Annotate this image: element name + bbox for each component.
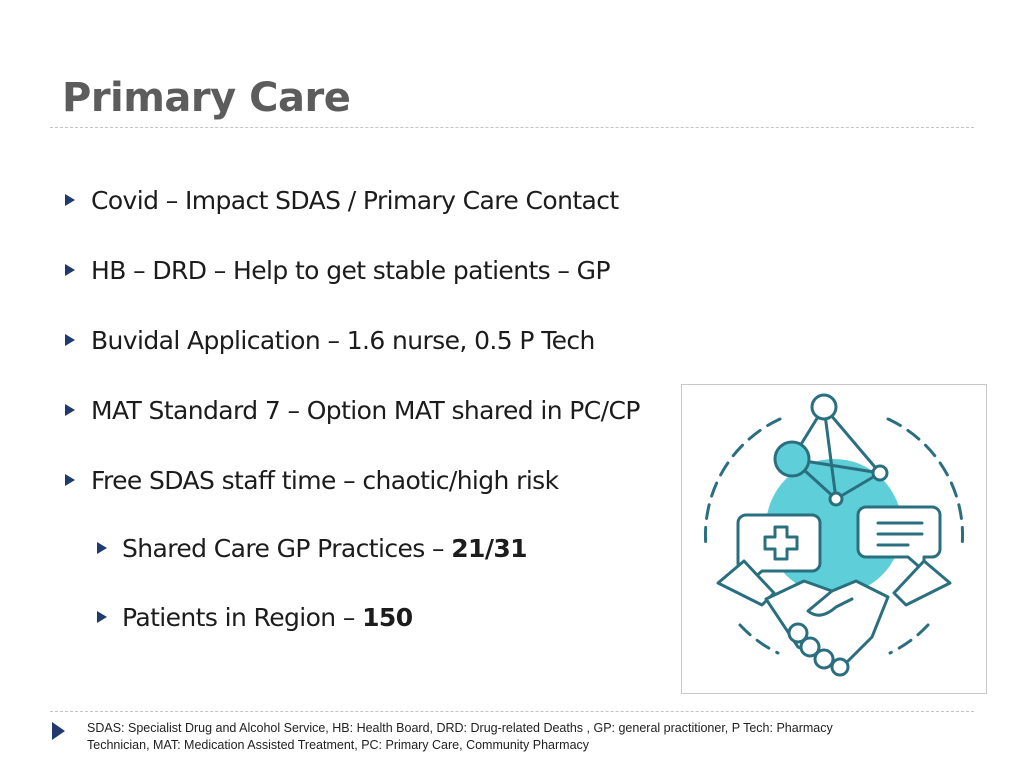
footnote-text: SDAS: Specialist Drug and Alcohol Service, HB: Health Board, DRD: Drug-related Deaths , GP: general practitioner, P Tech: Pharmacy Technician, MAT: Medication Assisted Treatment, PC: Primary Care, Community Pharmacy [87,721,833,752]
bullet-item [65,393,640,427]
title-divider [50,127,974,128]
sub-bullet-value: 21/31 [451,533,527,563]
dashed-ring-bottom-right [890,625,928,653]
bullet-item [65,183,619,217]
sub-bullet-value: 150 [362,602,413,632]
footer-divider [50,711,974,712]
bullet-arrow-icon [65,474,75,486]
sub-bullet-item [97,531,527,565]
network-node [873,466,887,480]
network-node [812,395,836,419]
slide-title: Primary Care [62,75,351,121]
bullet-text: HB – DRD – Help to get stable patients – GP [91,255,610,285]
dashed-ring-bottom-left [740,625,778,653]
bullet-item [65,323,595,357]
sub-bullet-text: Shared Care GP Practices – [122,533,452,563]
healthcare-handshake-network-icon [682,385,986,693]
bullet-text: Free SDAS staff time – chaotic/high risk [91,465,559,495]
bullet-arrow-icon [65,194,75,206]
footer-arrow-icon [52,722,65,740]
bullet-arrow-icon [97,542,107,554]
bullet-arrow-icon [65,264,75,276]
bullet-text: Covid – Impact SDAS / Primary Care Contact [91,185,619,215]
bullet-item [65,463,558,497]
sub-bullet-text: Patients in Region – [122,602,363,632]
bullet-text: Buvidal Application – 1.6 nurse, 0.5 P Tech [91,325,595,355]
bullet-text: MAT Standard 7 – Option MAT shared in PC/CP [91,395,640,425]
bullet-arrow-icon [65,404,75,416]
network-node [775,442,809,476]
healthcare-illustration [681,384,987,694]
bullet-item [65,253,610,287]
bullet-arrow-icon [97,611,107,623]
sub-bullet-item [97,600,413,634]
bullet-arrow-icon [65,334,75,346]
network-node [830,493,842,505]
